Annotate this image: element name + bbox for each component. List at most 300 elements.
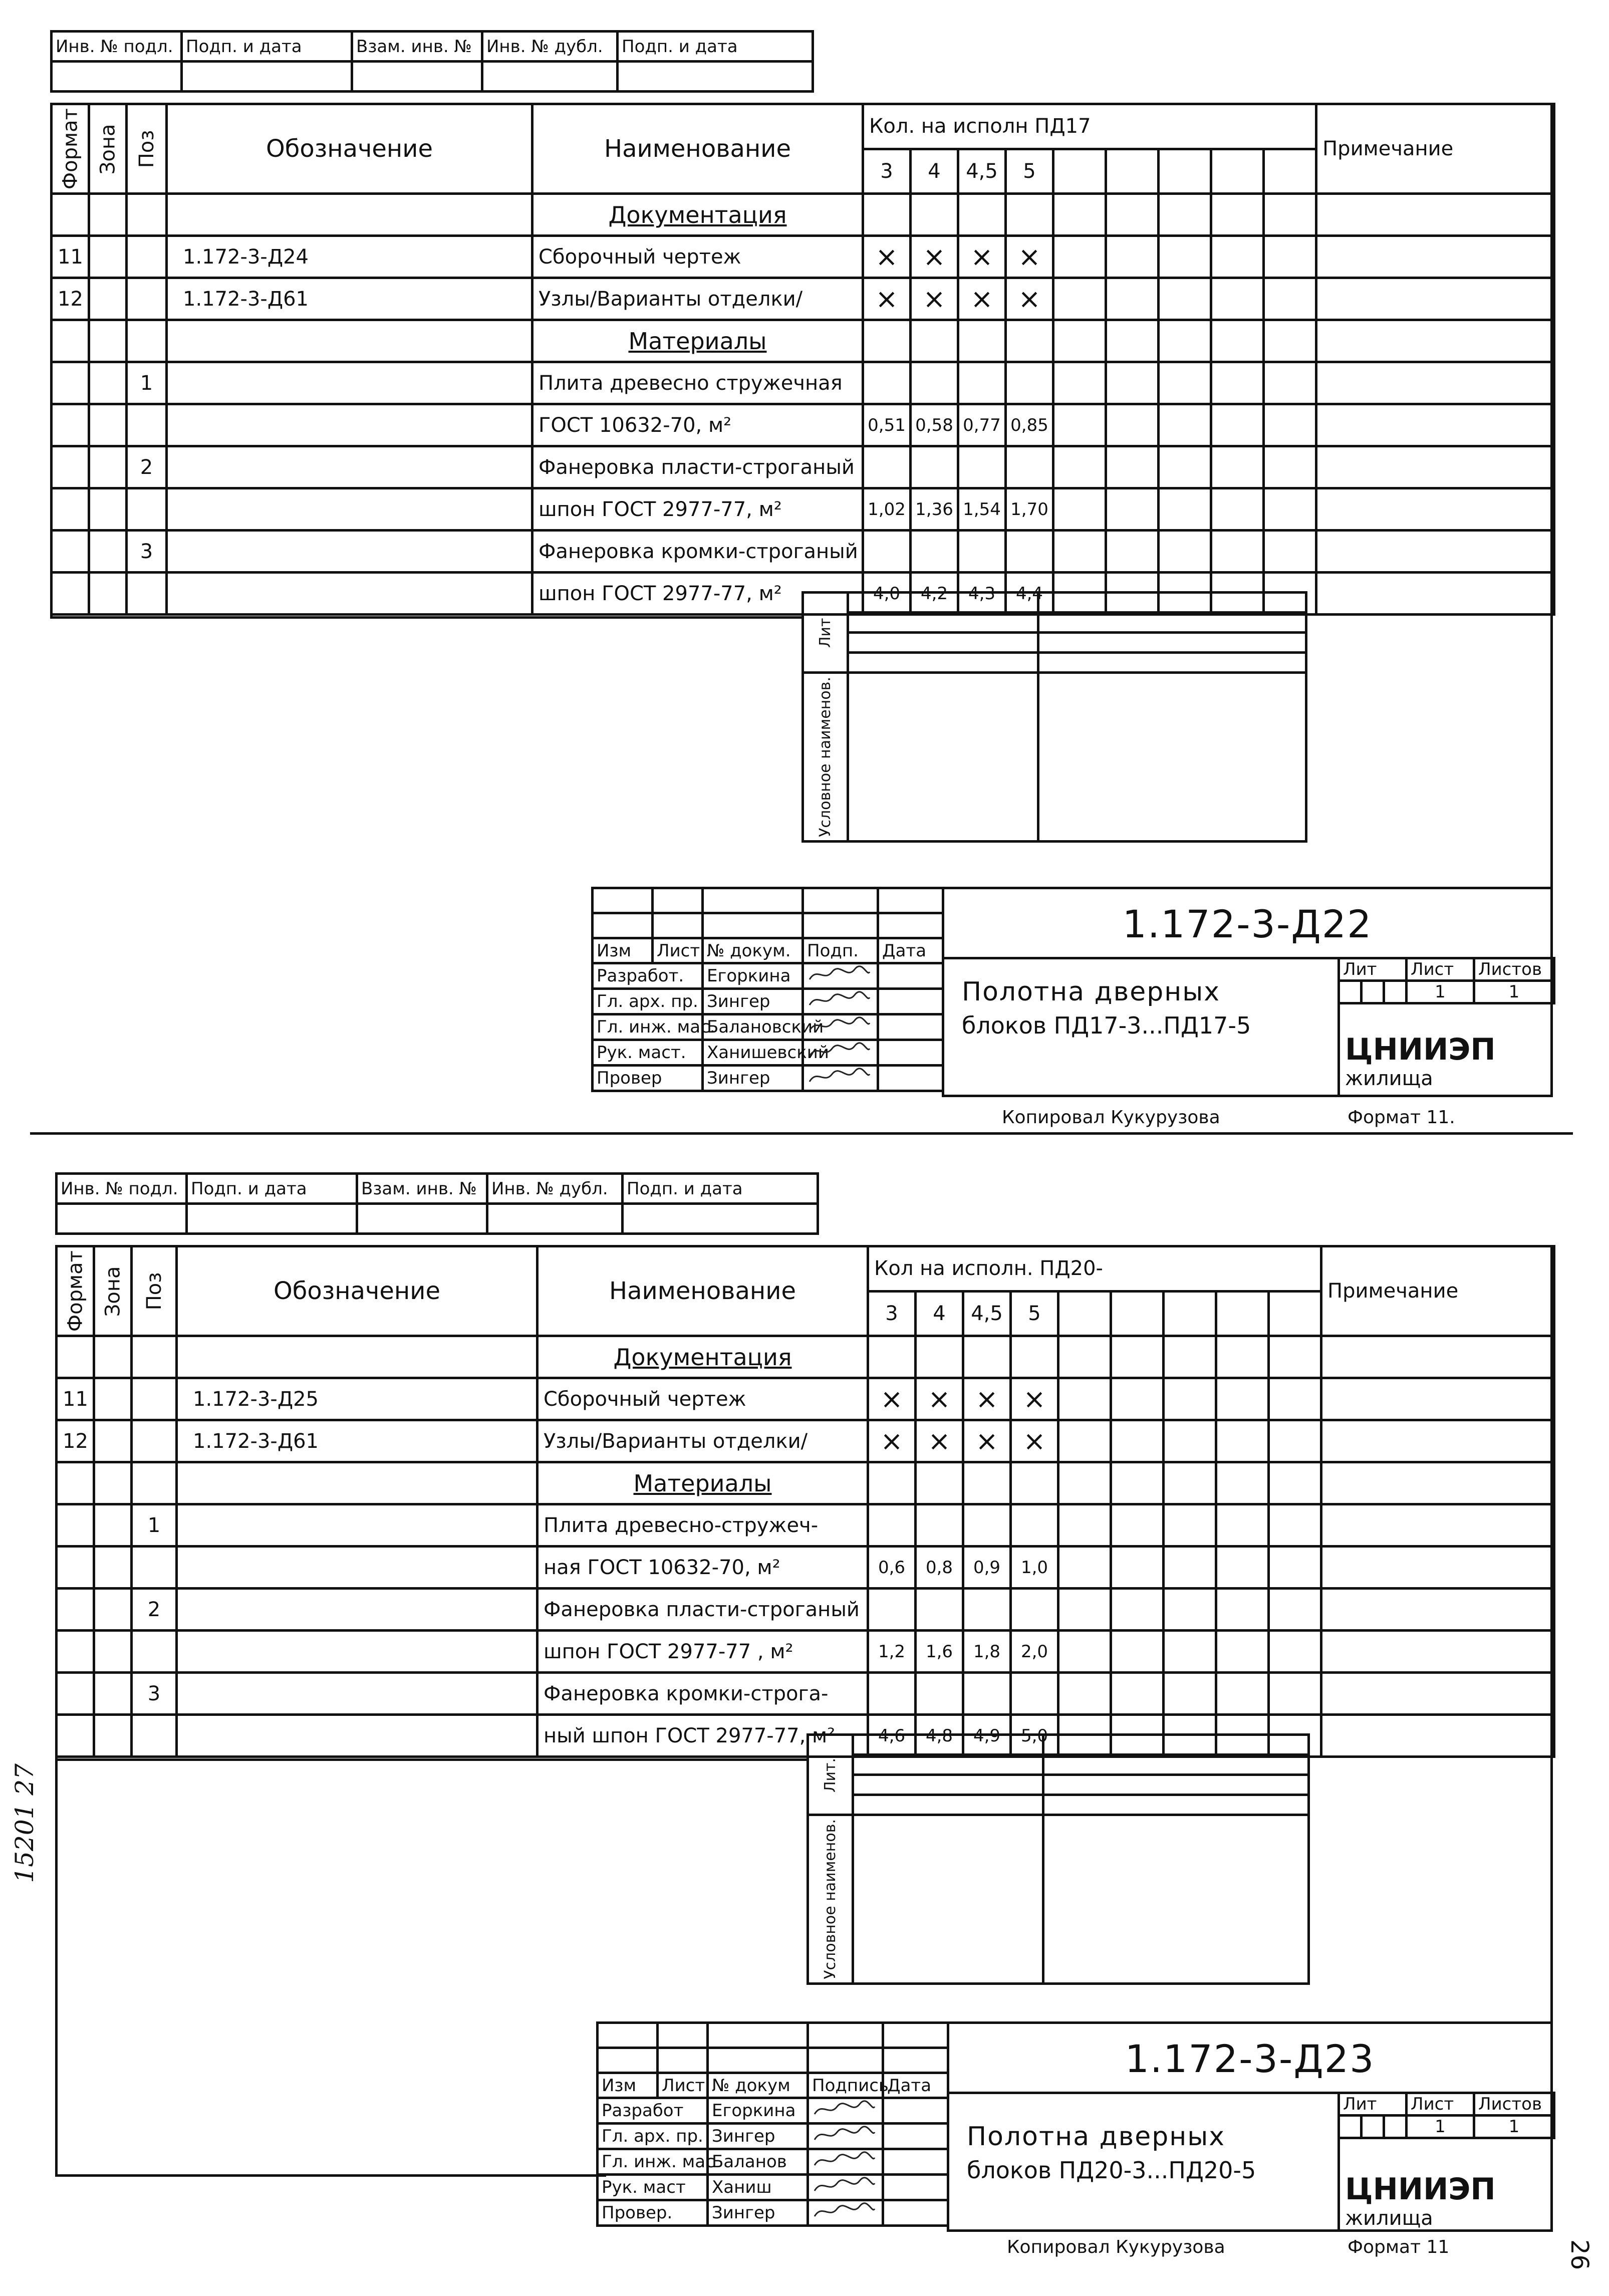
cell-qty bbox=[963, 1462, 1011, 1504]
revision-table bbox=[596, 2021, 949, 2227]
table-row bbox=[57, 1673, 1554, 1715]
cell-empty bbox=[1159, 236, 1211, 278]
table-row bbox=[57, 1589, 1554, 1631]
organization bbox=[1345, 2172, 1553, 2230]
cell-empty bbox=[1211, 488, 1264, 531]
cell-note bbox=[1316, 488, 1554, 531]
cell-format bbox=[57, 1462, 94, 1504]
variant-head: 4,5 bbox=[958, 149, 1006, 194]
cell-empty bbox=[1159, 362, 1211, 404]
cell-pos bbox=[132, 1631, 177, 1673]
cell-empty bbox=[1159, 446, 1211, 488]
cell-empty bbox=[1106, 404, 1159, 446]
cell-note bbox=[1321, 1462, 1554, 1504]
cell-pos bbox=[132, 1378, 177, 1420]
cell-qty: × bbox=[916, 1420, 963, 1462]
cell-format: 11 bbox=[57, 1378, 94, 1420]
cell-zone bbox=[94, 1504, 132, 1547]
cell-designation: 1.172-3-Д61 bbox=[167, 278, 532, 320]
cell-qty: 0,51 bbox=[863, 404, 911, 446]
cell-empty bbox=[1111, 1336, 1164, 1378]
cell-empty bbox=[1058, 1336, 1111, 1378]
col-head: Лист bbox=[653, 938, 703, 963]
cell-qty: × bbox=[911, 236, 958, 278]
header-zone: Зона bbox=[89, 104, 127, 194]
cell-empty bbox=[1264, 488, 1316, 531]
cond-label: Условное наименов. bbox=[803, 673, 848, 842]
cell-qty: 0,8 bbox=[916, 1547, 963, 1589]
stamp-cell: Взам. инв. № bbox=[357, 1174, 487, 1204]
cell-format bbox=[52, 488, 89, 531]
cell-qty: × bbox=[911, 278, 958, 320]
cell-qty bbox=[911, 194, 958, 236]
cell-empty bbox=[1159, 320, 1211, 362]
date bbox=[883, 2124, 948, 2149]
cell-zone bbox=[89, 404, 127, 446]
doc-title-1: Полотна дверных bbox=[967, 2122, 1226, 2152]
person-name: Ханишевский bbox=[703, 1040, 803, 1066]
cell-qty bbox=[963, 1336, 1011, 1378]
cell-note bbox=[1316, 362, 1554, 404]
cell-empty bbox=[1269, 1462, 1321, 1504]
org-name: ЦНИИЭП bbox=[1345, 2172, 1496, 2207]
sheet-count-table bbox=[1337, 957, 1555, 1004]
date bbox=[878, 1066, 943, 1091]
cell-note bbox=[1321, 1336, 1554, 1378]
cell-name: Фанеровка кромки-строганый bbox=[532, 531, 863, 573]
date bbox=[883, 2149, 948, 2175]
cell-qty: 5,0 bbox=[1011, 1715, 1058, 1757]
cell-name: Материалы bbox=[538, 1462, 868, 1504]
cell-qty bbox=[1011, 1673, 1058, 1715]
cell-zone bbox=[94, 1589, 132, 1631]
org-name: ЦНИИЭП bbox=[1345, 1032, 1496, 1067]
cell-empty bbox=[1058, 1420, 1111, 1462]
cell-name: Узлы/Варианты отделки/ bbox=[532, 278, 863, 320]
cell-empty bbox=[1269, 1336, 1321, 1378]
cell-pos bbox=[132, 1547, 177, 1589]
person-name: Ханиш bbox=[708, 2175, 808, 2200]
cell-note bbox=[1321, 1420, 1554, 1462]
lit-label: Лит bbox=[803, 593, 848, 673]
signature bbox=[803, 1040, 878, 1066]
cell-format: 12 bbox=[57, 1420, 94, 1462]
cell-name: Документация bbox=[538, 1336, 868, 1378]
table-row bbox=[52, 446, 1554, 488]
signature-row bbox=[598, 2149, 948, 2175]
cell-zone bbox=[89, 194, 127, 236]
date bbox=[878, 1014, 943, 1040]
cell-empty bbox=[1106, 446, 1159, 488]
table-row bbox=[52, 488, 1554, 531]
cell-qty: 0,6 bbox=[868, 1547, 916, 1589]
variant-head: 3 bbox=[863, 149, 911, 194]
cell-format: 11 bbox=[52, 236, 89, 278]
table-row bbox=[57, 1420, 1554, 1462]
cell-qty bbox=[916, 1504, 963, 1547]
cell-designation bbox=[177, 1547, 538, 1589]
cell-empty bbox=[1053, 236, 1106, 278]
role: Рук. маст. bbox=[593, 1040, 703, 1066]
cell-designation bbox=[177, 1589, 538, 1631]
stamp-cell: Инв. № дубл. bbox=[487, 1174, 623, 1204]
cell-zone bbox=[89, 573, 127, 615]
cell-qty bbox=[958, 362, 1006, 404]
cell-pos bbox=[127, 573, 167, 615]
variant-head: 4 bbox=[916, 1291, 963, 1336]
sheets-total: 1 bbox=[1474, 981, 1554, 1003]
cell-designation bbox=[167, 488, 532, 531]
cell-zone bbox=[94, 1631, 132, 1673]
cell-format bbox=[57, 1715, 94, 1757]
cell-empty bbox=[1159, 278, 1211, 320]
col-head: Дата bbox=[883, 2073, 948, 2098]
cell-format bbox=[52, 531, 89, 573]
cell-qty bbox=[868, 1589, 916, 1631]
cell-format bbox=[52, 446, 89, 488]
person-name: Зингер bbox=[708, 2200, 808, 2226]
cell-empty bbox=[1058, 1589, 1111, 1631]
cell-empty bbox=[1264, 531, 1316, 573]
cell-pos bbox=[132, 1715, 177, 1757]
cell-empty bbox=[1269, 1378, 1321, 1420]
cell-name: Сборочный чертеж bbox=[538, 1378, 868, 1420]
cell-empty bbox=[1053, 362, 1106, 404]
revision-table bbox=[591, 887, 944, 1092]
cell-qty bbox=[911, 531, 958, 573]
date bbox=[878, 1040, 943, 1066]
cell-qty: × bbox=[963, 1420, 1011, 1462]
cell-zone bbox=[94, 1547, 132, 1589]
col-head: Подпись bbox=[808, 2073, 883, 2098]
cell-empty bbox=[1216, 1631, 1269, 1673]
sheet-number: 1 bbox=[1407, 981, 1474, 1003]
person-name: Зингер bbox=[703, 989, 803, 1014]
cell-qty bbox=[958, 531, 1006, 573]
cell-empty bbox=[1164, 1420, 1216, 1462]
cell-pos bbox=[132, 1462, 177, 1504]
cell-qty bbox=[1011, 1589, 1058, 1631]
cell-zone bbox=[94, 1673, 132, 1715]
cell-empty bbox=[1111, 1589, 1164, 1631]
role: Провер. bbox=[598, 2200, 708, 2226]
cell-empty bbox=[1269, 1504, 1321, 1547]
cell-empty bbox=[1216, 1547, 1269, 1589]
col-head: Подп. bbox=[803, 938, 878, 963]
cell-pos: 3 bbox=[132, 1673, 177, 1715]
stamp-cell: Подп. и дата bbox=[623, 1174, 818, 1204]
cell-qty: × bbox=[958, 236, 1006, 278]
cell-note bbox=[1316, 278, 1554, 320]
signature bbox=[808, 2175, 883, 2200]
cell-qty bbox=[916, 1462, 963, 1504]
sheets-total: 1 bbox=[1474, 2116, 1554, 2138]
role: Рук. маст bbox=[598, 2175, 708, 2200]
cell-qty bbox=[916, 1673, 963, 1715]
signature-row bbox=[593, 989, 943, 1014]
cell-note bbox=[1316, 404, 1554, 446]
cell-empty bbox=[1211, 320, 1264, 362]
cell-qty: 4,9 bbox=[963, 1715, 1011, 1757]
cell-empty bbox=[1216, 1378, 1269, 1420]
role: Гл. инж. мас bbox=[598, 2149, 708, 2175]
stamp-cell: Подп. и дата bbox=[187, 1174, 357, 1204]
cell-empty bbox=[1264, 236, 1316, 278]
variant-head: 5 bbox=[1006, 149, 1053, 194]
header-zone: Зона bbox=[94, 1246, 132, 1336]
cell-empty bbox=[1106, 320, 1159, 362]
col-head: № докум. bbox=[703, 938, 803, 963]
role: Разработ. bbox=[593, 963, 703, 989]
cell-empty bbox=[1106, 488, 1159, 531]
header-designation: Обозначение bbox=[177, 1246, 538, 1336]
cell-pos: 2 bbox=[127, 446, 167, 488]
cell-empty bbox=[1058, 1673, 1111, 1715]
cell-zone bbox=[89, 446, 127, 488]
cell-qty: 0,85 bbox=[1006, 404, 1053, 446]
signature bbox=[808, 2124, 883, 2149]
signature bbox=[808, 2200, 883, 2226]
cell-qty bbox=[1006, 362, 1053, 404]
signature-row bbox=[593, 963, 943, 989]
cell-note bbox=[1316, 194, 1554, 236]
cell-qty: 4,0 bbox=[863, 573, 911, 615]
date bbox=[883, 2098, 948, 2124]
cell-qty: 4,4 bbox=[1006, 573, 1053, 615]
stamp-cell: Инв. № подл. bbox=[57, 1174, 187, 1204]
variant-head: 4,5 bbox=[963, 1291, 1011, 1336]
cell-qty: 1,8 bbox=[963, 1631, 1011, 1673]
cell-empty bbox=[1216, 1673, 1269, 1715]
cell-designation bbox=[167, 531, 532, 573]
cell-empty bbox=[1269, 1631, 1321, 1673]
cell-pos bbox=[127, 488, 167, 531]
stamp-cell: Инв. № дубл. bbox=[482, 32, 618, 62]
cell-qty: 0,9 bbox=[963, 1547, 1011, 1589]
sheet-number: 1 bbox=[1407, 2116, 1474, 2138]
cell-qty: × bbox=[868, 1420, 916, 1462]
cell-empty bbox=[1106, 194, 1159, 236]
col-head: № докум bbox=[708, 2073, 808, 2098]
cell-empty bbox=[1053, 194, 1106, 236]
cell-empty bbox=[1269, 1673, 1321, 1715]
format-label: Формат 11 bbox=[1348, 2237, 1450, 2257]
cell-qty: × bbox=[1011, 1420, 1058, 1462]
header-format: Формат bbox=[52, 104, 89, 194]
cell-designation bbox=[177, 1504, 538, 1547]
cell-qty bbox=[916, 1336, 963, 1378]
lit-block-2 bbox=[807, 1733, 1310, 1985]
cell-designation bbox=[177, 1715, 538, 1757]
date bbox=[883, 2200, 948, 2226]
cell-qty bbox=[963, 1589, 1011, 1631]
cell-format bbox=[52, 362, 89, 404]
doc-title-2: блоков ПД17-3...ПД17-5 bbox=[962, 1012, 1251, 1039]
header-format: Формат bbox=[57, 1246, 94, 1336]
signature-row bbox=[598, 2175, 948, 2200]
cell-pos bbox=[127, 320, 167, 362]
title-block-1 bbox=[591, 887, 1553, 1127]
cell-empty bbox=[1164, 1631, 1216, 1673]
cell-empty bbox=[1211, 446, 1264, 488]
header-note: Примечание bbox=[1321, 1246, 1554, 1336]
org-suffix: жилища bbox=[1345, 1067, 1433, 1090]
cell-name: шпон ГОСТ 2977-77, м² bbox=[532, 573, 863, 615]
header-qty: Кол. на исполн ПД17 bbox=[863, 104, 1316, 149]
cell-empty bbox=[1106, 236, 1159, 278]
cell-empty bbox=[1264, 320, 1316, 362]
stamp-cell: Взам. инв. № bbox=[352, 32, 482, 62]
cond-label: Условное наименов. bbox=[808, 1815, 853, 1984]
top-stamp bbox=[50, 30, 814, 93]
cell-qty bbox=[863, 194, 911, 236]
cell-note bbox=[1321, 1378, 1554, 1420]
doc-title-1: Полотна дверных bbox=[962, 977, 1221, 1007]
cell-qty bbox=[911, 446, 958, 488]
signature bbox=[803, 1014, 878, 1040]
cell-qty: × bbox=[1006, 278, 1053, 320]
cell-zone bbox=[94, 1378, 132, 1420]
cell-qty bbox=[958, 194, 1006, 236]
cell-name: Материалы bbox=[532, 320, 863, 362]
variant-head: 4 bbox=[911, 149, 958, 194]
cell-format: 12 bbox=[52, 278, 89, 320]
cell-designation bbox=[167, 404, 532, 446]
cell-designation bbox=[177, 1673, 538, 1715]
cell-designation bbox=[167, 194, 532, 236]
col-head: Дата bbox=[878, 938, 943, 963]
cell-empty bbox=[1159, 531, 1211, 573]
sheets-head: Листов bbox=[1474, 958, 1554, 981]
cell-empty bbox=[1164, 1504, 1216, 1547]
cell-zone bbox=[94, 1462, 132, 1504]
format-label: Формат 11. bbox=[1348, 1107, 1455, 1128]
date bbox=[878, 963, 943, 989]
lit-head: Лит bbox=[1339, 2093, 1407, 2116]
cell-qty bbox=[963, 1673, 1011, 1715]
cell-qty bbox=[868, 1504, 916, 1547]
cell-empty bbox=[1058, 1462, 1111, 1504]
page-number: 26 bbox=[1565, 2239, 1593, 2270]
document-code: 1.172-3-Д22 bbox=[1122, 902, 1373, 946]
cell-zone bbox=[94, 1715, 132, 1757]
date bbox=[878, 989, 943, 1014]
cell-pos bbox=[127, 236, 167, 278]
margin-note: 15201 27 bbox=[10, 1763, 39, 1883]
table-row bbox=[57, 1462, 1554, 1504]
cell-empty bbox=[1053, 488, 1106, 531]
signature bbox=[803, 963, 878, 989]
cell-qty bbox=[958, 320, 1006, 362]
cell-empty bbox=[1216, 1420, 1269, 1462]
cell-qty bbox=[1011, 1462, 1058, 1504]
cell-empty bbox=[1111, 1420, 1164, 1462]
table-row bbox=[57, 1715, 1554, 1757]
cell-name: Документация bbox=[532, 194, 863, 236]
person-name: Егоркина bbox=[708, 2098, 808, 2124]
cell-empty bbox=[1111, 1504, 1164, 1547]
cell-zone bbox=[89, 488, 127, 531]
col-head: Изм bbox=[598, 2073, 658, 2098]
cell-empty bbox=[1106, 531, 1159, 573]
header-pos: Поз bbox=[127, 104, 167, 194]
cell-zone bbox=[89, 236, 127, 278]
cell-qty: 2,0 bbox=[1011, 1631, 1058, 1673]
cell-format bbox=[57, 1673, 94, 1715]
sheets-head: Листов bbox=[1474, 2093, 1554, 2116]
cell-qty bbox=[1011, 1336, 1058, 1378]
role: Разработ bbox=[598, 2098, 708, 2124]
cell-qty bbox=[868, 1462, 916, 1504]
cell-name: шпон ГОСТ 2977-77 , м² bbox=[538, 1631, 868, 1673]
cell-designation bbox=[167, 320, 532, 362]
cell-empty bbox=[1211, 362, 1264, 404]
cell-empty bbox=[1053, 404, 1106, 446]
cell-qty: × bbox=[1011, 1378, 1058, 1420]
cell-zone bbox=[89, 531, 127, 573]
cell-empty bbox=[1264, 404, 1316, 446]
document-code: 1.172-3-Д23 bbox=[1125, 2036, 1375, 2081]
cell-qty: 0,58 bbox=[911, 404, 958, 446]
cell-designation: 1.172-3-Д25 bbox=[177, 1378, 538, 1420]
cell-format bbox=[57, 1336, 94, 1378]
cell-qty bbox=[863, 531, 911, 573]
doc-title-2: блоков ПД20-3...ПД20-5 bbox=[967, 2157, 1256, 2184]
cell-empty bbox=[1269, 1589, 1321, 1631]
table-row bbox=[52, 404, 1554, 446]
cell-name: Фанеровка кромки-строга- bbox=[538, 1673, 868, 1715]
cell-empty bbox=[1164, 1673, 1216, 1715]
cell-empty bbox=[1106, 362, 1159, 404]
cell-qty: 1,0 bbox=[1011, 1547, 1058, 1589]
role: Гл. арх. пр. bbox=[598, 2124, 708, 2149]
cell-empty bbox=[1164, 1378, 1216, 1420]
cell-qty: 4,2 bbox=[911, 573, 958, 615]
table-row bbox=[57, 1378, 1554, 1420]
cell-format bbox=[52, 320, 89, 362]
cell-note bbox=[1321, 1589, 1554, 1631]
header-pos: Поз bbox=[132, 1246, 177, 1336]
cell-empty bbox=[1216, 1462, 1269, 1504]
cell-zone bbox=[89, 278, 127, 320]
cell-designation bbox=[167, 362, 532, 404]
cell-empty bbox=[1216, 1589, 1269, 1631]
cell-zone bbox=[89, 362, 127, 404]
cell-empty bbox=[1053, 320, 1106, 362]
cell-qty: 1,36 bbox=[911, 488, 958, 531]
table-row bbox=[52, 320, 1554, 362]
cell-qty: 1,02 bbox=[863, 488, 911, 531]
cell-format bbox=[52, 194, 89, 236]
cell-name: шпон ГОСТ 2977-77, м² bbox=[532, 488, 863, 531]
cell-empty bbox=[1264, 362, 1316, 404]
role: Гл. арх. пр. bbox=[593, 989, 703, 1014]
cell-format bbox=[57, 1547, 94, 1589]
cell-qty bbox=[1011, 1504, 1058, 1547]
cell-empty bbox=[1058, 1504, 1111, 1547]
cell-note bbox=[1321, 1631, 1554, 1673]
cell-empty bbox=[1111, 1673, 1164, 1715]
date bbox=[883, 2175, 948, 2200]
cell-qty bbox=[863, 362, 911, 404]
cell-qty: × bbox=[1006, 236, 1053, 278]
cell-qty: 1,6 bbox=[916, 1631, 963, 1673]
cell-empty bbox=[1159, 404, 1211, 446]
cell-pos bbox=[132, 1420, 177, 1462]
cell-zone bbox=[94, 1336, 132, 1378]
signature-row bbox=[598, 2200, 948, 2226]
cell-qty bbox=[1006, 320, 1053, 362]
